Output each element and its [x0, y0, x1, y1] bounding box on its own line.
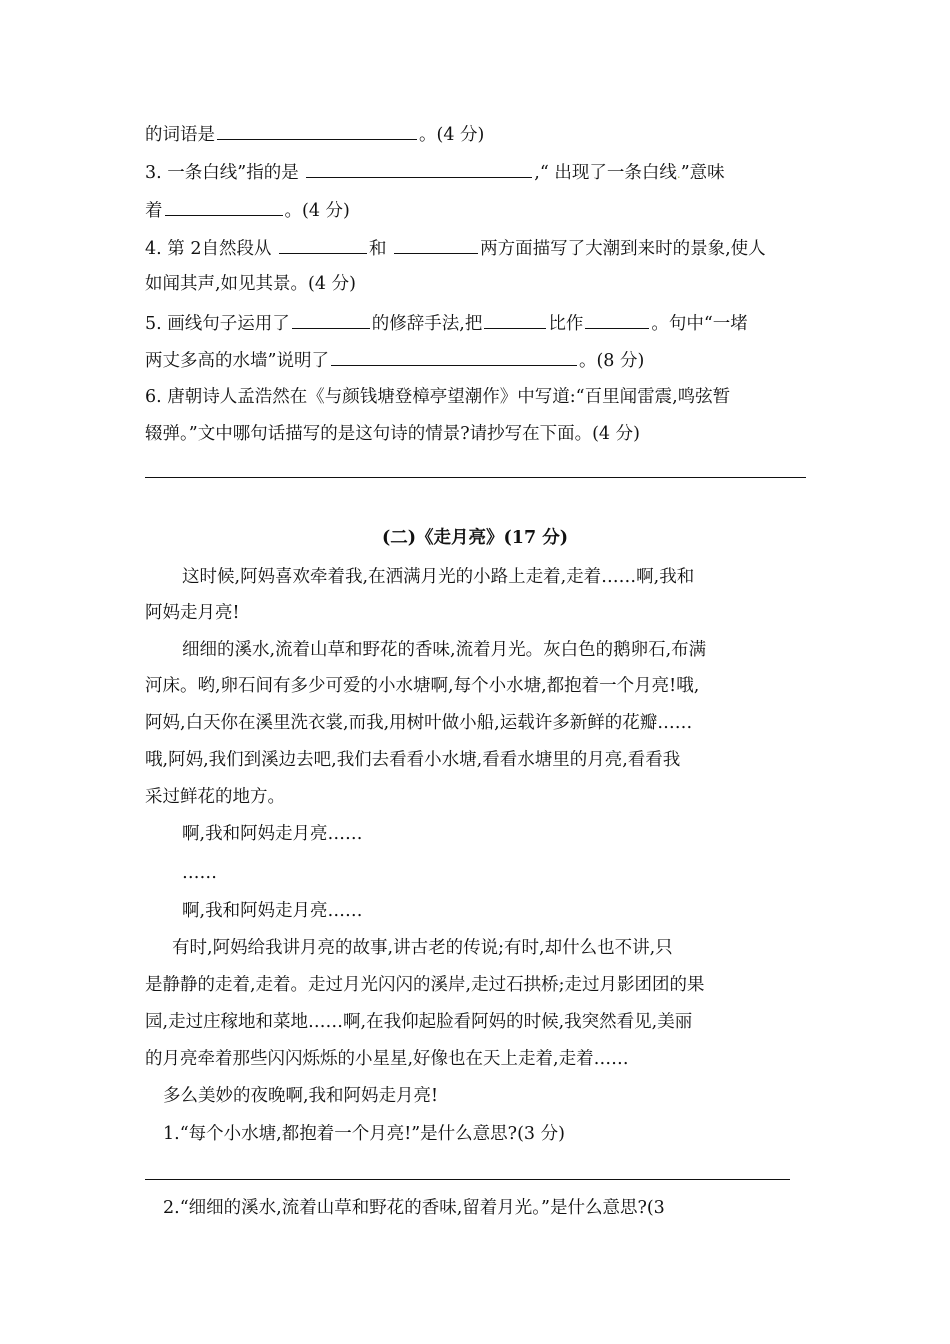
passage-p2-line-2: 河床。哟,卵石间有多少可爱的小水塘啊,每个小水塘,都抱着一个月亮!哦,: [145, 676, 700, 696]
answer-blank[interactable]: [292, 310, 370, 329]
answer-blank[interactable]: [279, 235, 367, 254]
answer-blank[interactable]: [331, 347, 577, 366]
part2-question-1: 1.“每个小水塘,都抱着一个月亮!”是什么意思?(3 分): [163, 1124, 565, 1144]
answer-blank[interactable]: [394, 235, 478, 254]
passage-p6-line-2: 是静静的走着,走着。走过月光闪闪的溪岸,走过石拱桥;走过月影团团的果: [145, 975, 705, 995]
answer-blank[interactable]: [306, 159, 532, 178]
question-5: 5. 画线句子运用了 的修辞手法,把 比作 。句中“一堵: [145, 310, 748, 336]
passage-p6-line-1: 有时,阿妈给我讲月亮的故事,讲古老的传说;有时,却什么也不讲,只: [172, 938, 673, 958]
answer-blank[interactable]: [165, 197, 283, 216]
question-3-cont: 着 。(4 分): [145, 197, 350, 223]
question-4-cont: 如闻其声,如见其景。(4 分): [145, 274, 356, 294]
passage-p2-line-3: 阿妈,白天你在溪里洗衣裳,而我,用树叶做小船,运载许多新鲜的花瓣……: [145, 713, 693, 733]
passage-p7: 多么美妙的夜晚啊,我和阿妈走月亮!: [163, 1086, 439, 1106]
passage-p1-line-2: 阿妈走月亮!: [145, 603, 240, 623]
answer-line[interactable]: [145, 477, 806, 478]
passage-p5: 啊,我和阿妈走月亮……: [182, 901, 363, 921]
answer-blank[interactable]: [585, 310, 649, 329]
passage-p6-line-4: 的月亮牵着那些闪闪烁烁的小星星,好像也在天上走着,走着……: [145, 1049, 629, 1069]
question-5-cont: 两丈多高的水墙”说明了 。(8 分): [145, 347, 644, 373]
passage-p4: ……: [182, 863, 217, 883]
passage-p2-line-5: 采过鲜花的地方。: [145, 787, 285, 807]
passage-p2-line-1: 细细的溪水,流着山草和野花的香味,流着月光。灰白色的鹅卵石,布满: [182, 640, 707, 660]
answer-blank[interactable]: [217, 121, 417, 140]
question-2-tail: 的词语是 。(4 分): [145, 121, 484, 147]
question-4: 4. 第 2自然段从 和 两方面描写了大潮到来时的景象,使人: [145, 235, 766, 261]
question-6-line-1: 6. 唐朝诗人孟浩然在《与颜钱塘登樟亭望潮作》中写道:“百里闻雷震,鸣弦暂: [145, 387, 731, 407]
passage-p1-line-1: 这时候,阿妈喜欢牵着我,在洒满月光的小路上走着,走着……啊,我和: [182, 567, 695, 587]
passage-p3: 啊,我和阿妈走月亮……: [182, 824, 363, 844]
part2-question-2: 2.“细细的溪水,流着山草和野花的香味,留着月光。”是什么意思?(3: [163, 1198, 665, 1218]
question-3: 3. 一条白线”指的是 ,“ 出现了一条白线.”意味: [145, 159, 725, 186]
section-title: (二)《走月亮》(17 分): [381, 528, 569, 548]
question-6-line-2: 辍弹。”文中哪句话描写的是这句诗的情景?请抄写在下面。(4 分): [145, 424, 640, 444]
passage-p2-line-4: 哦,阿妈,我们到溪边去吧,我们去看看小水塘,看看水塘里的月亮,看看我: [145, 750, 681, 770]
highlight-dot: .: [676, 167, 681, 181]
answer-blank[interactable]: [484, 310, 546, 329]
passage-p6-line-3: 园,走过庄稼地和菜地……啊,在我仰起脸看阿妈的时候,我突然看见,美丽: [145, 1012, 693, 1032]
answer-line[interactable]: [145, 1179, 790, 1180]
